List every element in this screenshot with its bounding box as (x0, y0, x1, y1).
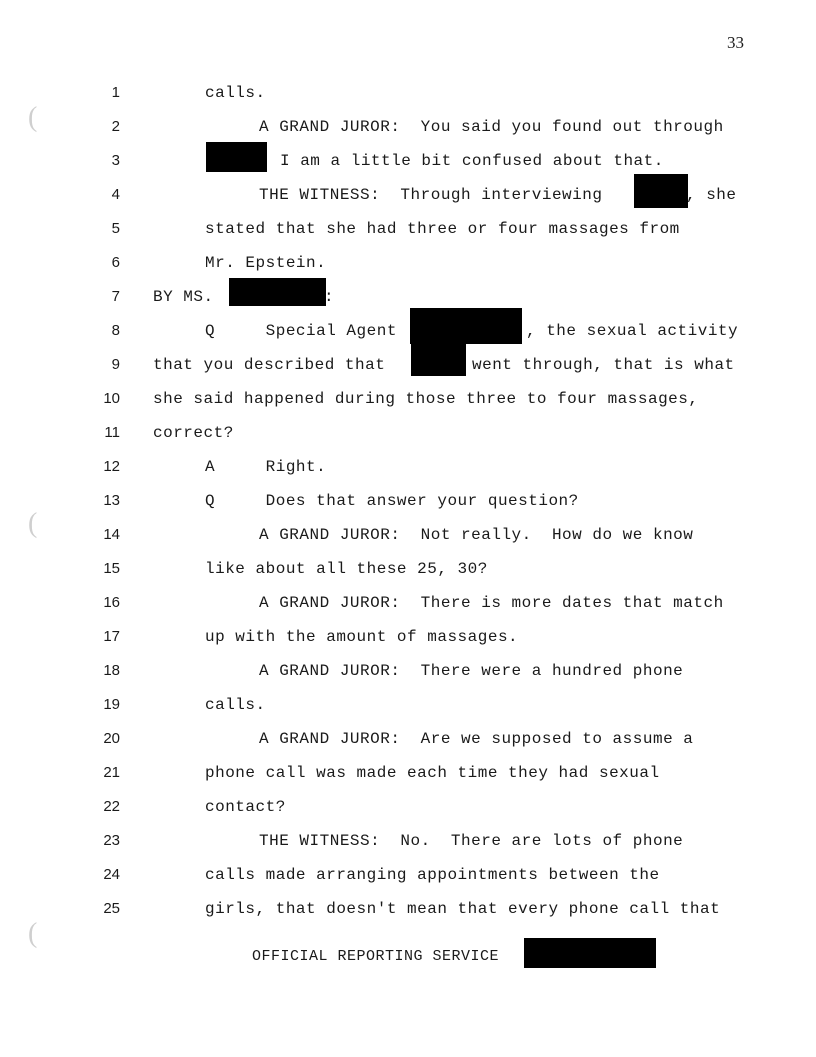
line-number: 11 (104, 424, 120, 441)
footer-text: OFFICIAL REPORTING SERVICE (252, 948, 500, 965)
margin-punch-mark: ( (28, 918, 38, 949)
line-text: A GRAND JUROR: Not really. How do we know (259, 526, 694, 544)
transcript-line (0, 794, 816, 828)
transcript-line (0, 658, 816, 692)
line-text: girls, that doesn't mean that every phone call that (205, 900, 721, 918)
transcript-line (0, 454, 816, 488)
redaction-block (411, 342, 466, 376)
line-number: 6 (111, 254, 120, 271)
line-text: correct? (153, 424, 234, 442)
line-text: A Right. (205, 458, 327, 476)
line-number: 25 (103, 900, 120, 917)
transcript-line (0, 692, 816, 726)
margin-punch-mark: ( (28, 508, 38, 539)
transcript-line (0, 896, 816, 930)
transcript-line (0, 114, 816, 148)
line-text: , she (686, 186, 737, 204)
transcript-line (0, 284, 816, 318)
line-text: BY MS. (153, 288, 214, 306)
line-number: 20 (103, 730, 120, 747)
transcript-line (0, 590, 816, 624)
line-number: 2 (111, 118, 120, 135)
line-text: A GRAND JUROR: There were a hundred phone (259, 662, 684, 680)
line-text: went through, that is what (472, 356, 735, 374)
redaction-block (634, 174, 688, 208)
line-text: THE WITNESS: Through interviewing (259, 186, 603, 204)
line-number: 1 (111, 84, 120, 101)
line-number: 21 (103, 764, 120, 781)
transcript-line (0, 488, 816, 522)
transcript-line (0, 862, 816, 896)
line-text: up with the amount of massages. (205, 628, 519, 646)
line-text: A GRAND JUROR: There is more dates that match (259, 594, 724, 612)
line-number: 3 (111, 152, 120, 169)
line-text: calls made arranging appointments between the (205, 866, 660, 884)
margin-punch-mark: ( (28, 102, 38, 133)
line-number: 19 (103, 696, 120, 713)
line-text: Q Special Agent (205, 322, 397, 340)
line-number: 22 (103, 798, 120, 815)
line-number: 14 (103, 526, 120, 543)
transcript-line (0, 556, 816, 590)
transcript-line (0, 352, 816, 386)
line-number: 4 (111, 186, 120, 203)
line-text: : (324, 288, 335, 306)
transcript-line (0, 624, 816, 658)
transcript-line (0, 250, 816, 284)
transcript-line (0, 80, 816, 114)
line-text: stated that she had three or four massages from (205, 220, 680, 238)
line-number: 16 (103, 594, 120, 611)
line-number: 15 (103, 560, 120, 577)
redaction-block (206, 142, 267, 172)
line-number: 5 (111, 220, 120, 237)
page-number: 33 (727, 33, 744, 52)
line-text: that you described that (153, 356, 386, 374)
line-text: calls. (205, 696, 266, 714)
redaction-block (229, 278, 326, 306)
line-text: like about all these 25, 30? (205, 560, 488, 578)
redaction-block (524, 938, 656, 968)
transcript-line (0, 148, 816, 182)
transcript-line (0, 386, 816, 420)
line-number: 18 (103, 662, 120, 679)
transcript-line (0, 420, 816, 454)
transcript-line (0, 726, 816, 760)
line-number: 23 (103, 832, 120, 849)
line-text: , the sexual activity (526, 322, 739, 340)
line-text: Mr. Epstein. (205, 254, 327, 272)
line-number: 13 (103, 492, 120, 509)
line-number: 17 (103, 628, 120, 645)
transcript-line (0, 522, 816, 556)
line-text: Q Does that answer your question? (205, 492, 579, 510)
line-text: contact? (205, 798, 286, 816)
line-number: 7 (111, 288, 120, 305)
line-text: A GRAND JUROR: You said you found out through (259, 118, 724, 136)
transcript-line (0, 318, 816, 352)
transcript-line (0, 216, 816, 250)
transcript-line (0, 182, 816, 216)
line-text: she said happened during those three to four massages, (153, 390, 699, 408)
line-number: 9 (111, 356, 120, 373)
line-text: phone call was made each time they had sexual (205, 764, 660, 782)
line-text: I am a little bit confused about that. (280, 152, 664, 170)
line-number: 10 (103, 390, 120, 407)
line-number: 24 (103, 866, 120, 883)
line-text: THE WITNESS: No. There are lots of phone (259, 832, 684, 850)
transcript-line (0, 828, 816, 862)
transcript-line (0, 760, 816, 794)
line-number: 12 (103, 458, 120, 475)
line-text: calls. (205, 84, 266, 102)
line-number: 8 (111, 322, 120, 339)
redaction-block (410, 308, 522, 344)
line-text: A GRAND JUROR: Are we supposed to assume a (259, 730, 694, 748)
